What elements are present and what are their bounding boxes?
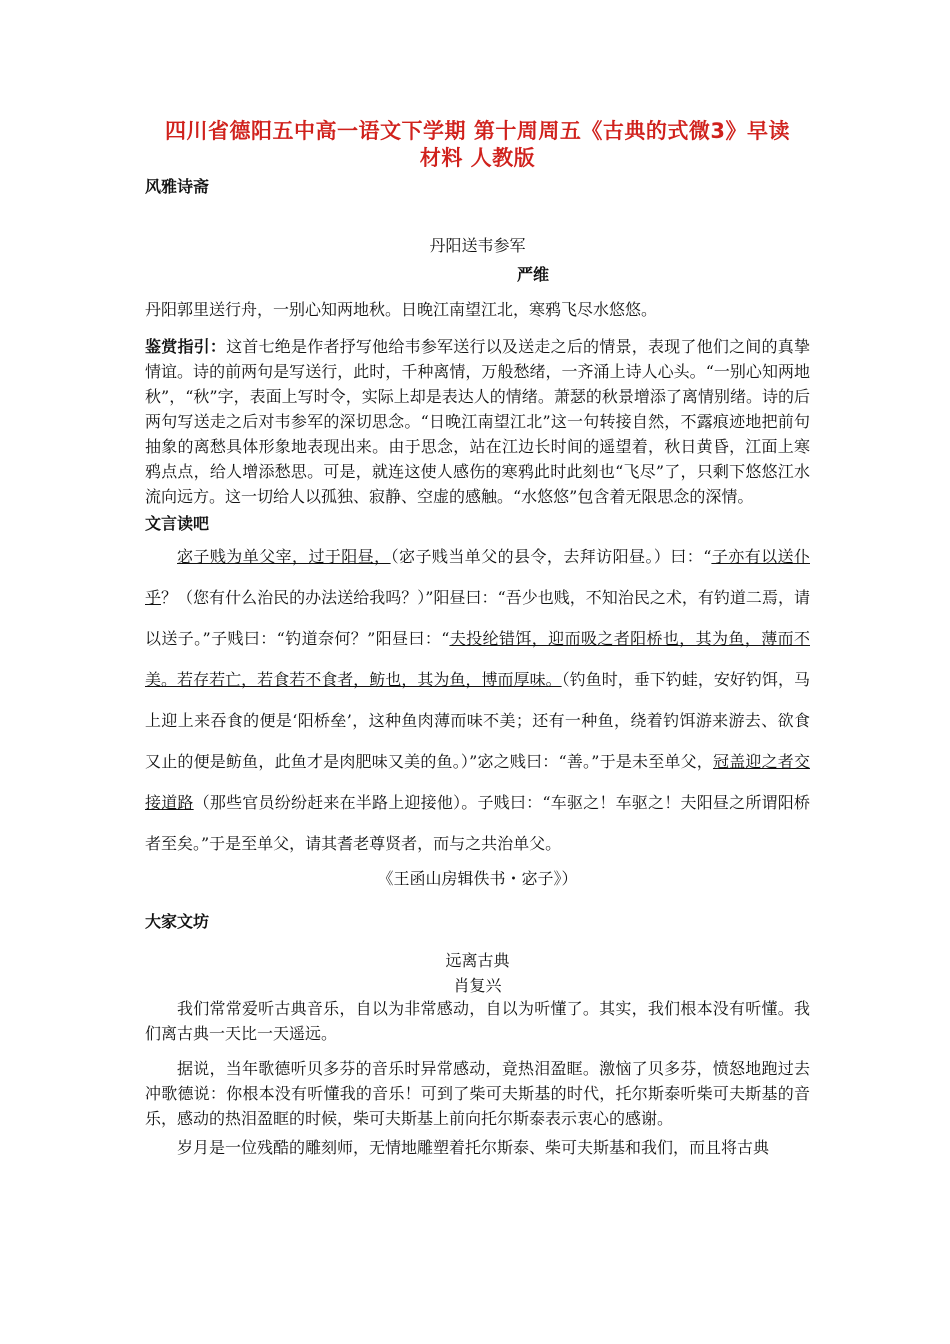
passage-text-4: （那些官员纷纷赶来在半路上迎接他）。子贱曰：“车驱之！车驱之！夫阳昼之所谓阳桥者至矣。”于是至单父，请其耆老尊贤者，而与之共治单父。 <box>145 793 810 853</box>
classical-passage <box>145 536 810 864</box>
essay-author: 肖复兴 <box>453 976 502 995</box>
underlined-phrase-2: 子亦有以送仆乎 <box>145 547 810 607</box>
appreciation-paragraph <box>145 334 810 509</box>
passage-text-2: ？（您有什么治民的办法送给我吗？）”阳昼曰：“吾少也贱，不知治民之术，有钓道二焉，请以送子。”子贱曰：“钓道奈何？”阳昼曰：“ <box>145 588 810 648</box>
document-title <box>145 118 810 172</box>
essay-paragraph-1: 我们常常爱听古典音乐，自以为非常感动，自以为听懂了。其实，我们根本没有听懂。我们离古典一天比一天遥远。 <box>145 999 810 1043</box>
poem-author: 严维 <box>517 265 550 284</box>
section-heading-classical: 文言读吧 <box>145 514 210 533</box>
essay-paragraph-3: 岁月是一位残酷的雕刻师，无情地雕塑着托尔斯泰、柴可夫斯基和我们，而且将古典 <box>177 1138 770 1157</box>
passage-source: 《王函山房辑佚书・宓子》） <box>377 869 578 888</box>
title-line-2: 材料 人教版 <box>419 146 536 170</box>
poem-title: 丹阳送韦参军 <box>429 236 526 255</box>
essay-paragraph-2: 据说，当年歌德听贝多芬的音乐时异常感动，竟热泪盈眶。激恼了贝多芬，愤怒地跑过去冲歌德说：你根本没有听懂我的音乐！可到了柴可夫斯基的时代，托尔斯泰听柴可夫斯基的音乐，感动的热泪盈眶的时候，柴可夫斯基上前向托尔斯泰表示衷心的感谢。 <box>145 1059 810 1128</box>
poem-text: 丹阳郭里送行舟，一别心知两地秋。日晚江南望江北，寒鸦飞尽水悠悠。 <box>145 300 658 319</box>
title-line-1: 四川省德阳五中高一语文下学期 第十周周五《古典的式微3》早读 <box>165 119 790 143</box>
underlined-phrase-1: 宓子贱为单父宰，过于阳昼， <box>177 547 391 566</box>
passage-text-1: （宓子贱当单父的县令，去拜访阳昼。）曰：“ <box>390 547 712 566</box>
essay-title: 远离古典 <box>445 951 510 970</box>
section-heading-essay: 大家文坊 <box>145 912 210 931</box>
passage-text-3: （钓鱼时，垂下钓蛙，安好钓饵，马上迎上来吞食的便是‘阳桥垒’，这种鱼肉薄而味不美；还有一种鱼，绕着钓饵游来游去、欲食又止的便是鲂鱼，此鱼才是肉肥味又美的鱼。）”宓之贱曰：“善。”于是未至单父， <box>145 670 810 771</box>
appreciation-text: 这首七绝是作者抒写他给韦参军送行以及送走之后的情景，表现了他们之间的真挚情谊。诗的前两句是写送行，此时，千种离情，万般愁绪，一齐涌上诗人心头。“一别心知两地秋”，“秋”字，表面上写时令，实际上却是表达人的情绪。萧瑟的秋景增添了离情别绪。诗的后两句写送走之后对韦参军的深切思念。“日晚江南望江北”这一句转接自然，不露痕迹地把前句抽象的离愁具体形象地表现出来。由于思念，站在江边长时间的遥望着，秋日黄昏，江面上寒鸦点点，给人增添愁思。可是，就连这使人感伤的寒鸦此时此刻也“飞尽”了，只剩下悠悠江水流向远方。这一切给人以孤独、寂静、空虚的感触。“水悠悠”包含着无限思念的深情。 <box>145 337 810 506</box>
section-heading-poetry: 风雅诗斋 <box>145 177 210 196</box>
appreciation-label: 鉴赏指引： <box>145 337 227 356</box>
underlined-phrase-4: 冠盖迎之者交接道路 <box>145 752 810 812</box>
underlined-phrase-3: 夫投纶错饵，迎而吸之者阳桥也，其为鱼，薄而不美。若存若亡，若食若不食者，鲂也，其为鱼，博而厚味。 <box>145 629 810 689</box>
document-page <box>145 118 810 1160</box>
